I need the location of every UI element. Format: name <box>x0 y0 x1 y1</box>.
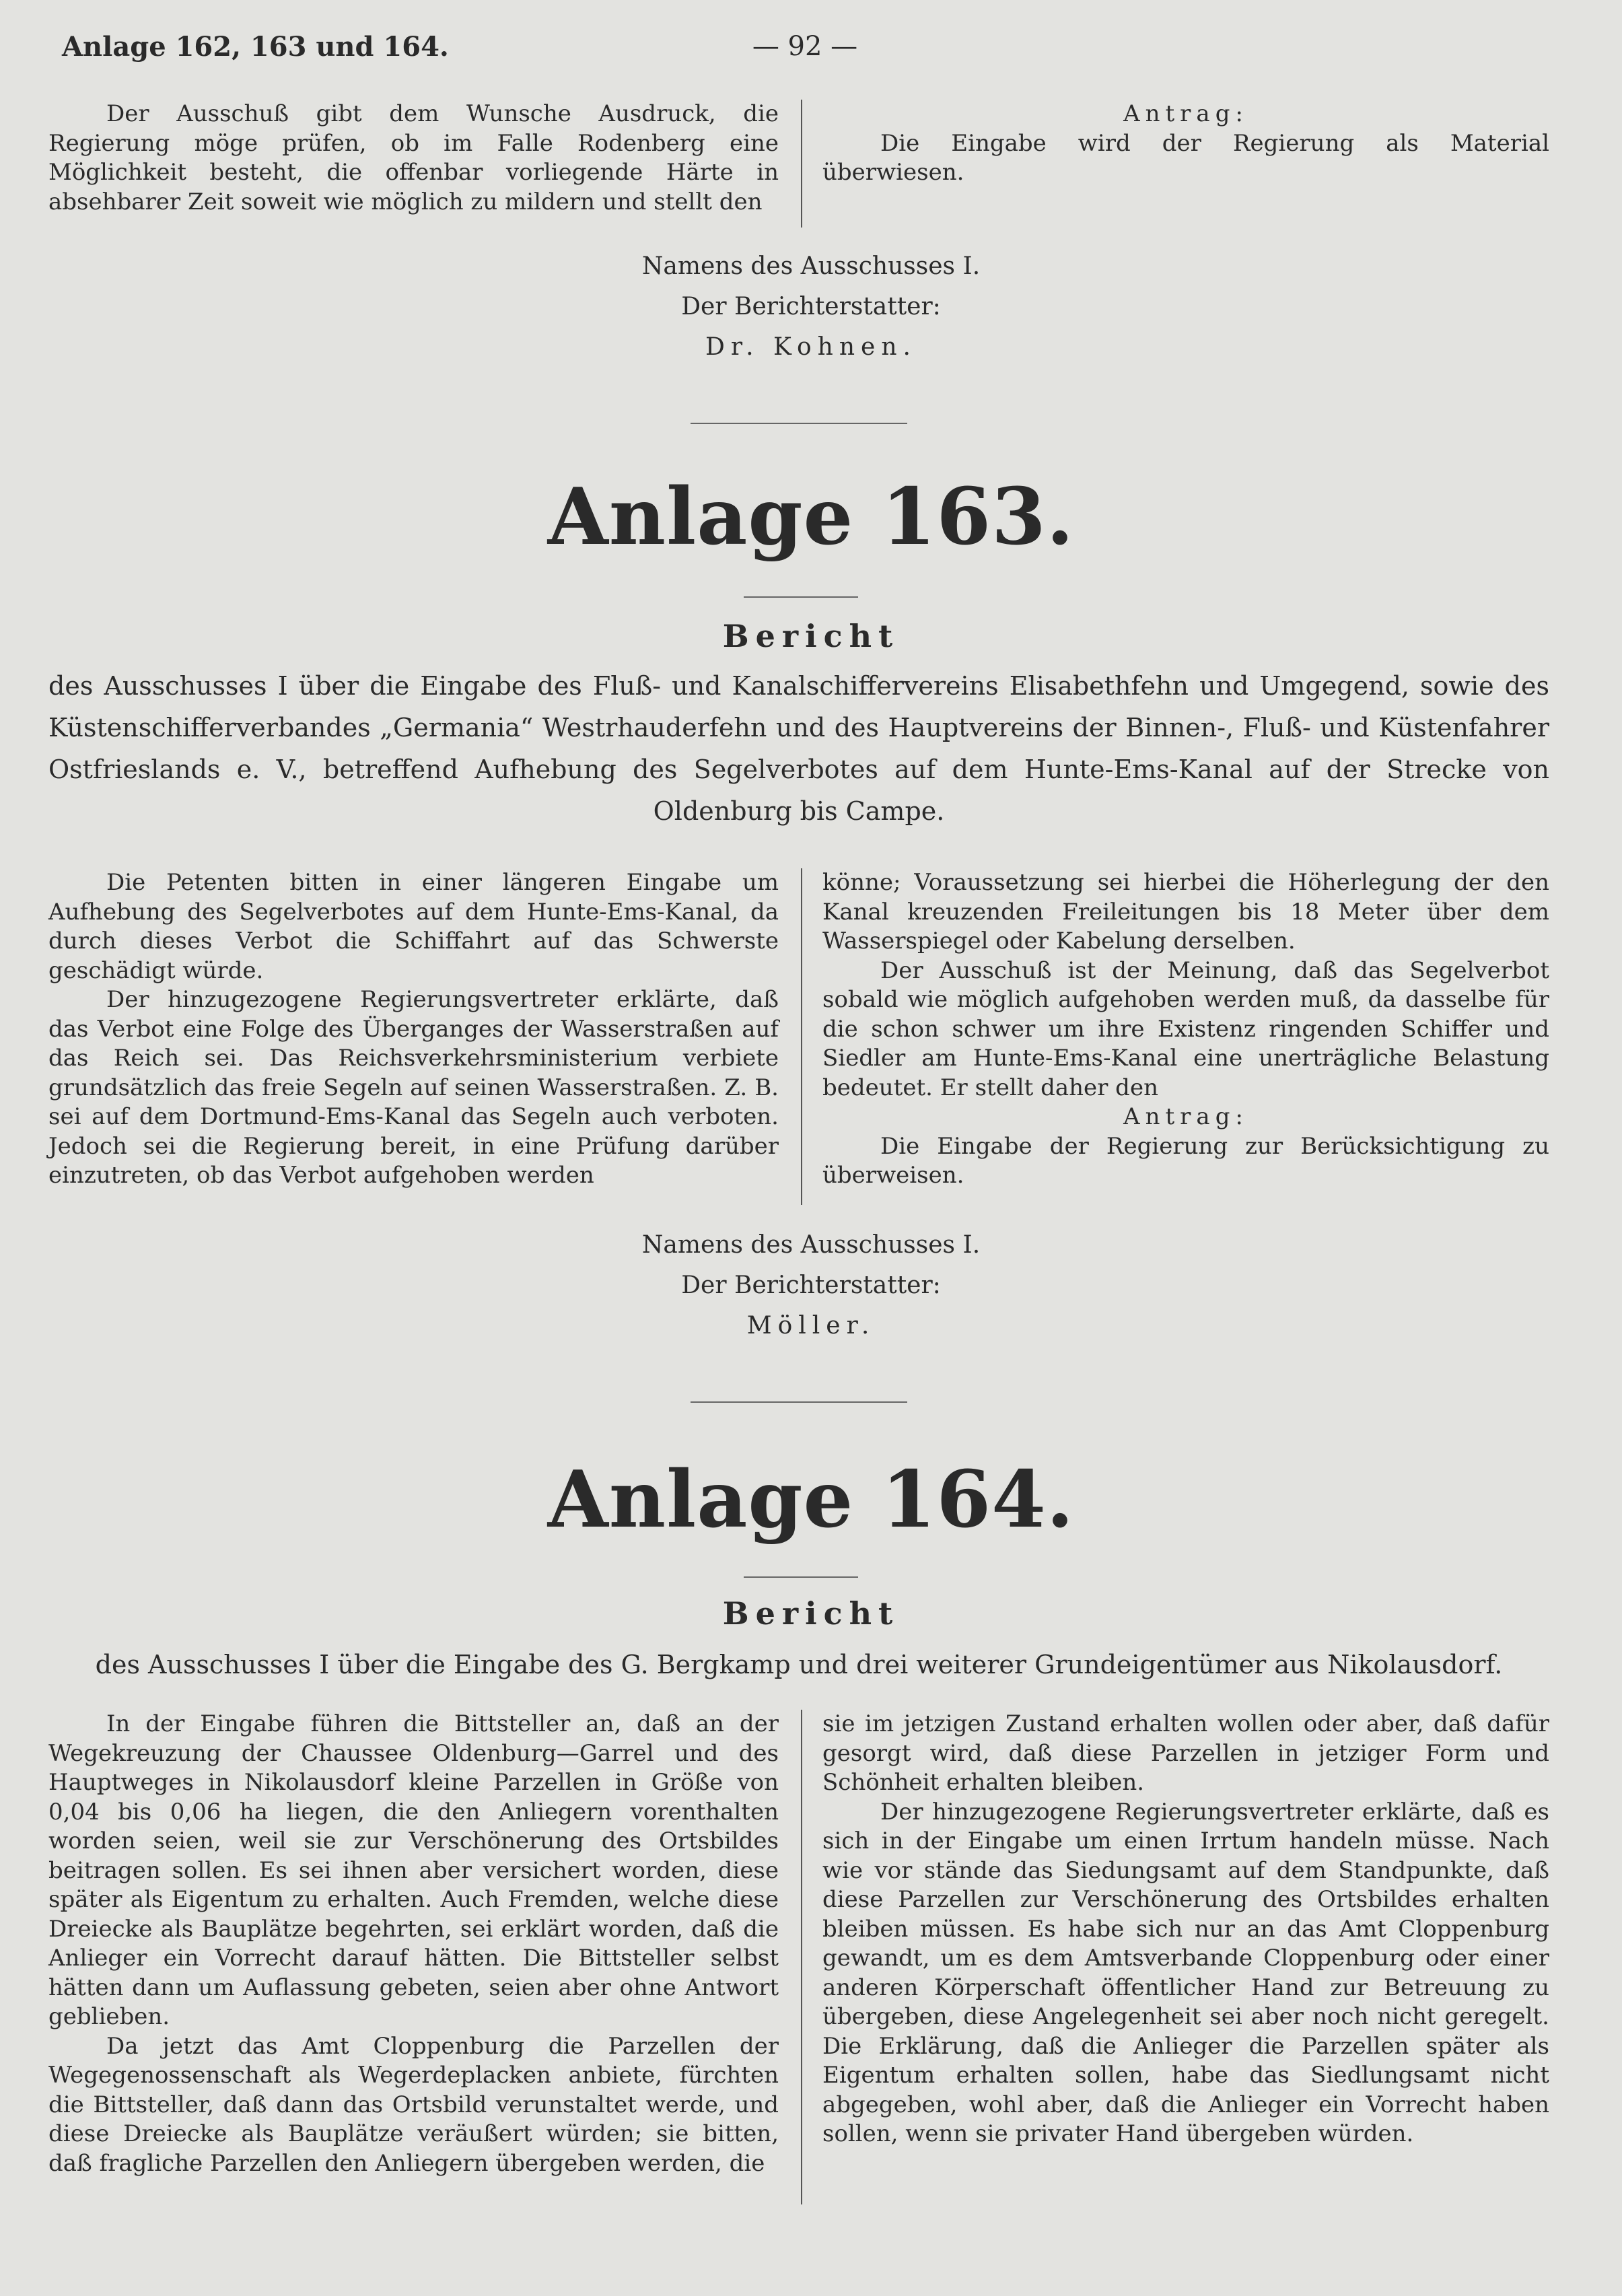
annex-164-lead: des Ausschusses I über die Eingabe des G. Bergkamp und drei weiterer Grundeigentümer aus Nikolausdorf. <box>95 1650 1503 1679</box>
signature-role: Der Berichterstatter: <box>681 293 941 320</box>
section-163-antrag-text: Die Eingabe der Regierung zur Berücksichtigung zu überweisen. <box>822 1132 1549 1189</box>
section-164-left-para-2: Da jetzt das Amt Cloppenburg die Parzellen der Wegegenossenschaft als Wegerdeplacken anbiete, fürchten die Bittsteller, daß dann das Ortsbild verunstaltet werde, und diese Dreiecke als Bauplätze veräußert würden; sie bitten, daß fragliche Parzellen den Anliegern übergeben werden, die <box>48 2032 779 2177</box>
signature-committee: Namens des Ausschusses I. <box>641 252 981 280</box>
page-number: — 92 — <box>752 31 858 62</box>
title-underline <box>744 596 858 598</box>
section-162-text: Der Ausschuß gibt dem Wunsche Ausdruck, die Regierung möge prüfen, ob im Falle Rodenberg eine Möglichkeit besteht, die offenbar vorliegende Härte in absehbarer Zeit soweit wie möglich zu mildern und stellt den <box>48 100 779 215</box>
column-divider <box>801 100 802 228</box>
signature-name: Möller. <box>746 1312 876 1340</box>
annex-163-bericht-heading: Bericht <box>722 618 900 654</box>
section-163-left-para-1: Die Petenten bitten in einer längeren Eingabe um Aufhebung des Segelverbotes auf dem Hunte-Ems-Kanal, da durch dieses Verbot die Schiffahrt auf das Schwerste geschädigt würde. <box>48 869 779 984</box>
header-annex-range: Anlage 162, 163 und 164. <box>62 31 449 63</box>
running-header <box>62 31 1548 71</box>
section-163-right-para-2: Der Ausschuß ist der Meinung, daß das Segelverbot sobald wie möglich aufgehoben werden muß, da dasselbe für die schon schwer um ihre Existenz ringenden Schiffer und Siedler am Hunte-Ems-Kanal eine unerträgliche Belastung bedeutet. Er stellt daher den <box>822 956 1549 1101</box>
column-divider <box>801 1710 802 2204</box>
section-162-antrag-text: Die Eingabe wird der Regierung als Material überwiesen. <box>822 129 1549 186</box>
section-163-right-para-1: könne; Voraussetzung sei hierbei die Höherlegung der den Kanal kreuzenden Freileitungen bis 18 Meter über dem Wasserspiegel oder Kabelung derselben. <box>822 869 1549 954</box>
annex-163-title: Anlage 163. <box>547 471 1075 563</box>
section-divider <box>691 423 907 424</box>
column-divider <box>801 868 802 1205</box>
section-163-left-para-2: Der hinzugezogene Regierungsvertreter erklärte, daß das Verbot eine Folge des Überganges der Wasserstraßen auf das Reich sei. Das Reichsverkehrsministerium verbiete grundsätzlich das freie Segeln auf seinen Wasserstraßen. Z. B. sei auf dem Dortmund-Ems-Kanal das Segeln auch verboten. Jedoch sei die Regierung bereit, in eine Prüfung darüber einzutreten, ob das Verbot aufgehoben werden <box>48 986 779 1189</box>
section-164-left-para-1: In der Eingabe führen die Bittsteller an, daß an der Wegekreuzung der Chaussee Oldenburg—Garrel und des Hauptweges in Nikolausdorf kleine Parzellen in Größe von 0,04 bis 0,06 ha liegen, die den Anliegern vorenthalten worden seien, weil sie zur Verschönerung des Ortsbildes beitragen sollen. Es sei ihnen aber versichert worden, diese später als Eigentum zu erhalten. Auch Fremden, welche diese Dreiecke als Bauplätze begehrten, sei erklärt worden, daß die Anlieger ein Vorrecht darauf hätten. Die Bittsteller selbst hätten dann um Auflassung gebeten, seien aber ohne Antwort geblieben. <box>48 1710 779 2030</box>
section-164-right-para-2: Der hinzugezogene Regierungsvertreter erklärte, daß es sich in der Eingabe um einen Irrtum handeln müsse. Nach wie vor stände das Siedungsamt auf dem Standpunkte, daß diese Parzellen zur Verschönerung des Ortsbildes erhalten bleiben müssen. Es habe sich nur an das Amt Cloppenburg gewandt, um es dem Amtsverbande Cloppenburg oder einer anderen Körperschaft öffentlicher Hand zur Betreuung zu übergeben, diese Angelegenheit sei aber noch nicht geregelt. Die Erklärung, daß die Anlieger die Parzellen später als Eigentum erhalten sollen, habe das Siedlungsamt nicht abgegeben, wohl aber, daß die Anlieger ein Vorrecht haben sollen, wenn sie privater Hand übergeben würden. <box>822 1798 1549 2147</box>
section-164-right-para-1: sie im jetzigen Zustand erhalten wollen oder aber, daß dafür gesorgt wird, daß diese Parzellen in jetziger Form und Schönheit erhalten bleiben. <box>822 1710 1549 1796</box>
annex-164-title: Anlage 164. <box>547 1454 1075 1545</box>
section-162-right-column <box>822 100 1549 188</box>
section-162-left-column <box>48 100 779 217</box>
signature-committee: Namens des Ausschusses I. <box>641 1231 981 1259</box>
section-163-antrag-heading: Antrag: <box>1123 1103 1248 1130</box>
section-163-right-column <box>822 868 1549 1191</box>
section-163-columns <box>48 868 1549 1205</box>
title-underline <box>744 1576 858 1578</box>
section-163-left-column <box>48 868 779 1191</box>
annex-163-lead: des Ausschusses I über die Eingabe des Fluß- und Kanalschiffervereins Elisabethfehn und Umgegend, sowie des Küstenschifferverbandes „Germania“ Westrhauderfehn und des Hauptvereins der Binnen-, Fluß- und Küstenfahrer Ostfrieslands e. V., betreffend Aufhebung des Segelverbotes auf dem Hunte-Ems-Kanal auf der Strecke von Oldenburg bis Campe. <box>48 671 1549 826</box>
signature-name: Dr. Kohnen. <box>705 333 917 361</box>
section-164-right-column <box>822 1710 1549 2149</box>
section-162-signature <box>0 246 1622 368</box>
section-divider <box>691 1401 907 1403</box>
annex-164-bericht-heading: Bericht <box>722 1595 900 1632</box>
section-164-columns <box>48 1710 1549 2221</box>
section-164-left-column <box>48 1710 779 2178</box>
signature-role: Der Berichterstatter: <box>681 1272 941 1299</box>
section-162-antrag-heading: Antrag: <box>1123 100 1248 127</box>
section-163-signature <box>0 1225 1622 1346</box>
section-162-columns <box>48 100 1549 234</box>
